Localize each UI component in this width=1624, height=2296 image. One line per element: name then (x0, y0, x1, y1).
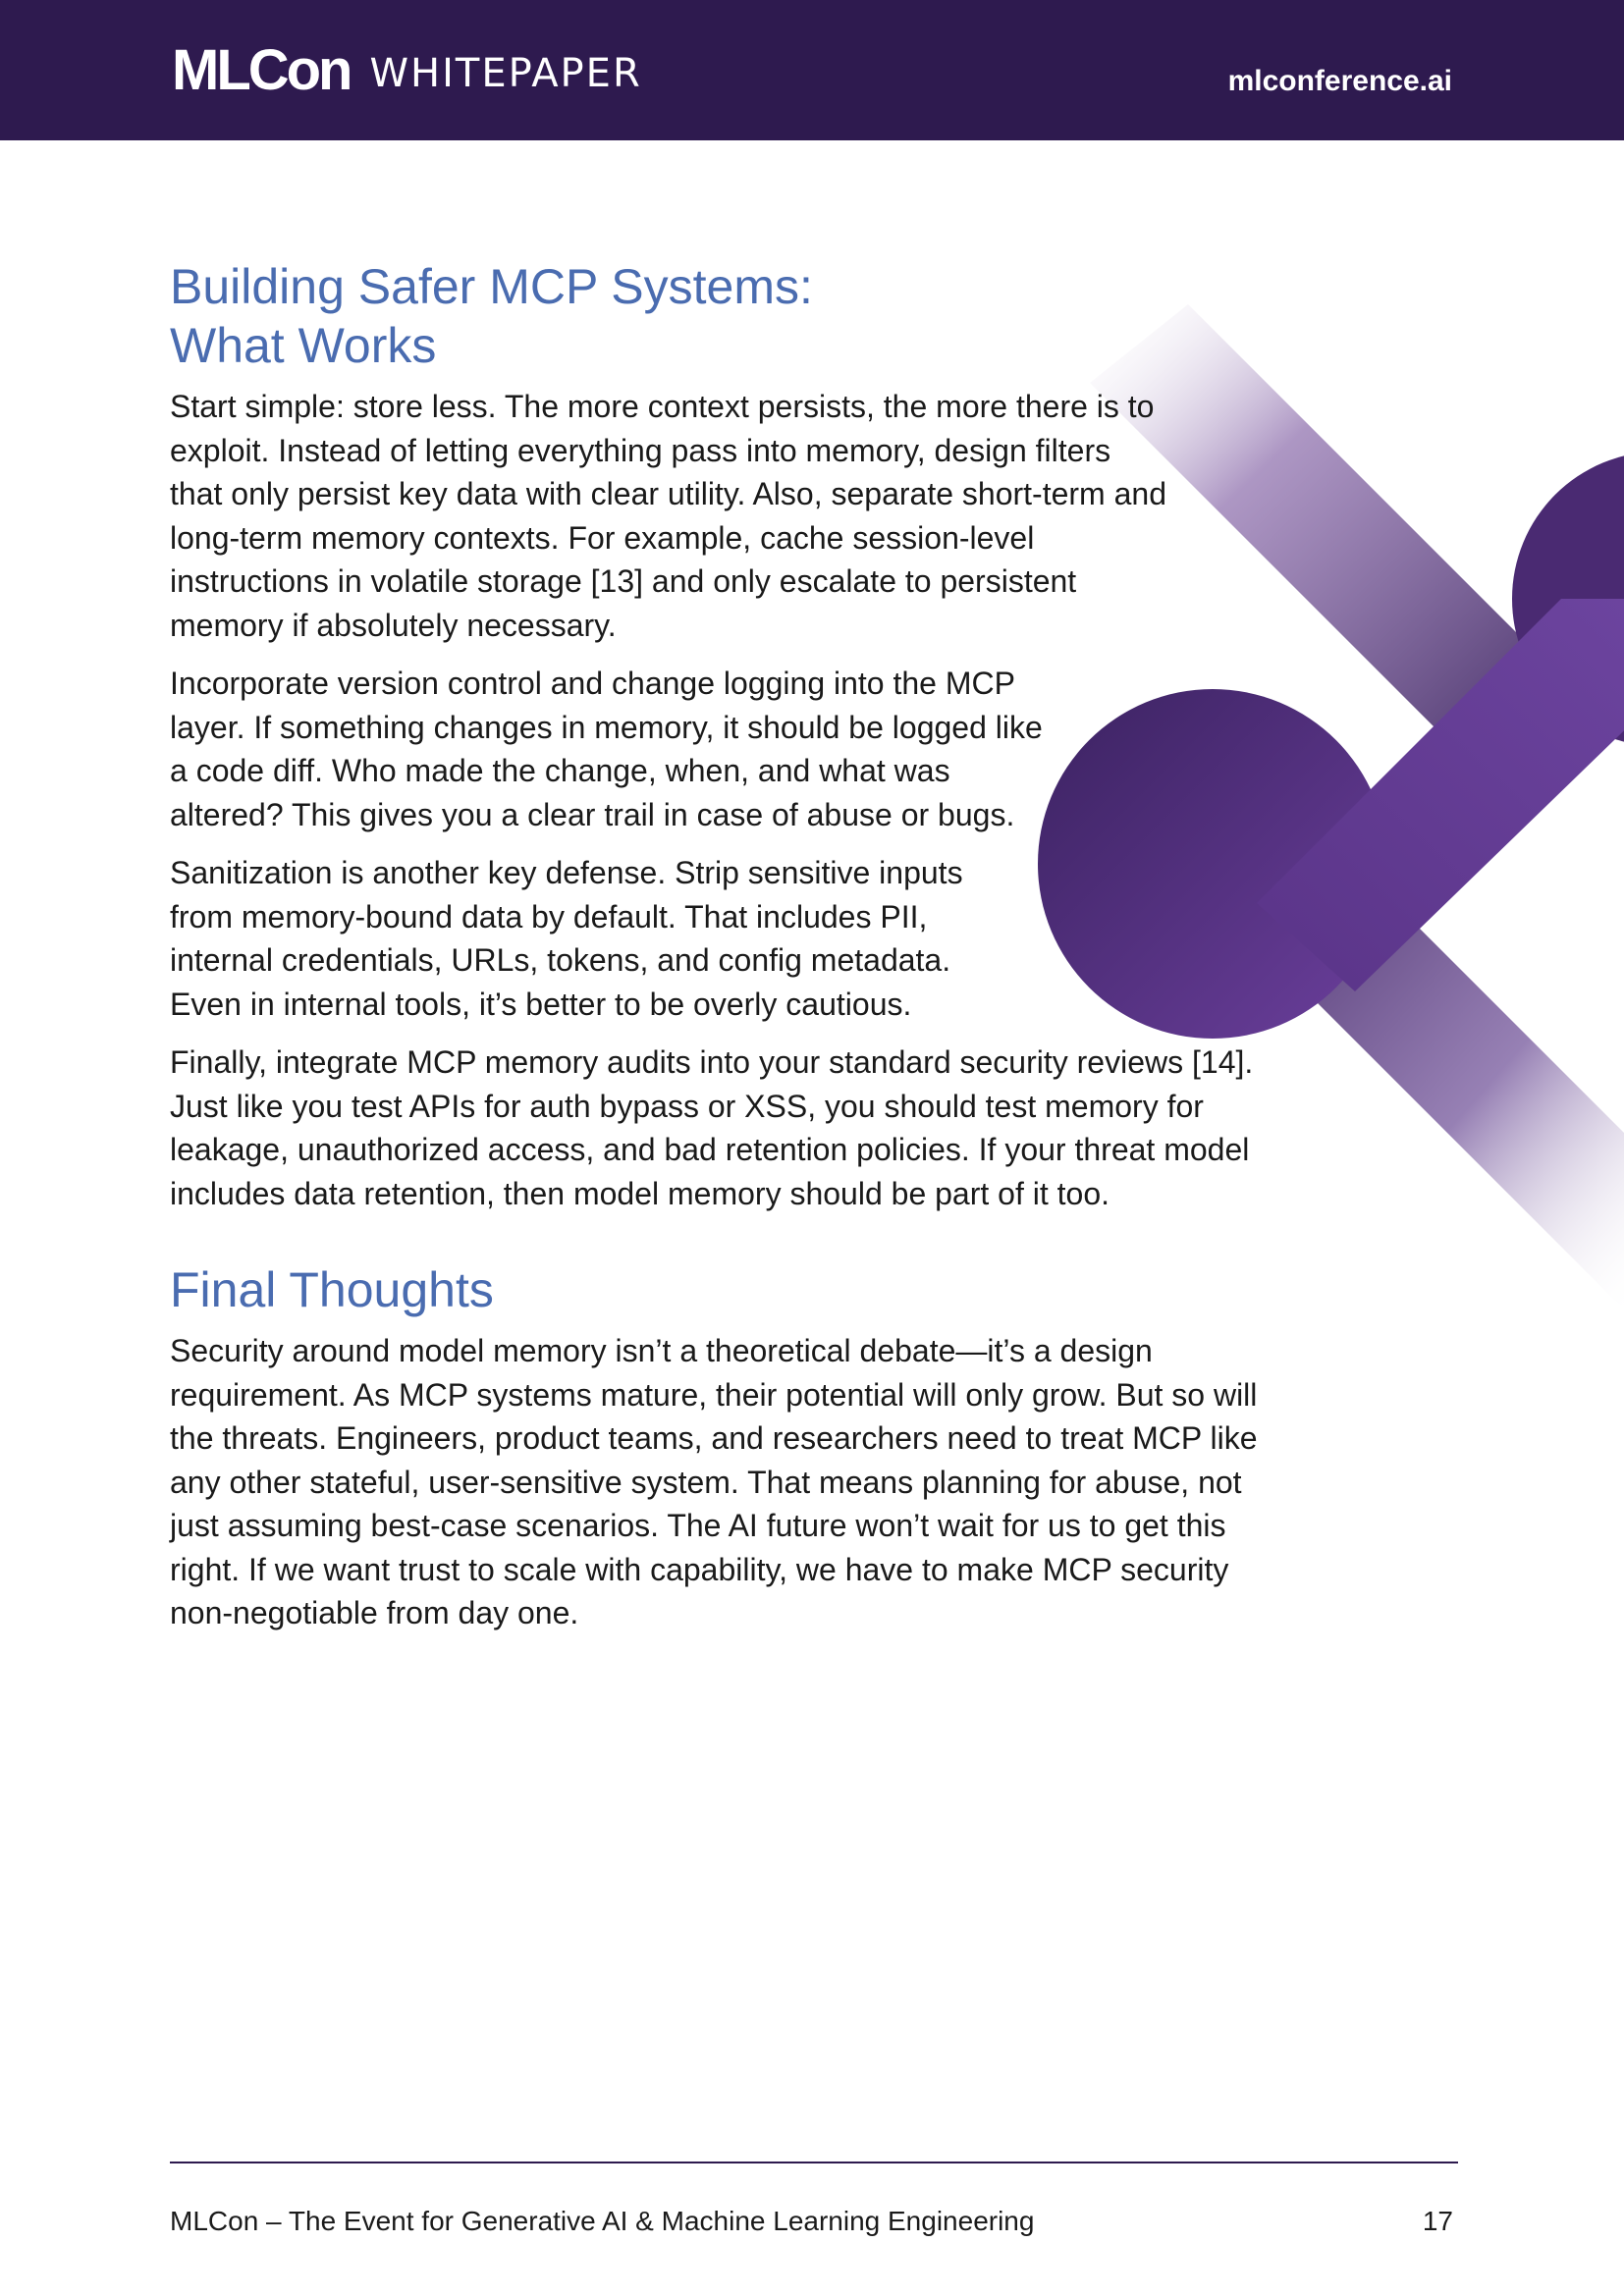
logo-mark: MLCon (172, 38, 351, 102)
paragraph: Finally, integrate MCP memory audits into your standard security reviews [14]. Just like you test APIs for auth bypass or XSS, you should test memory for leakage, unauthorized access, and bad retention policies. If your threat model includes data retention, then model memory should be part of it too. (170, 1044, 1254, 1211)
footer-divider (170, 2162, 1458, 2163)
section-title-line-1: Building Safer MCP Systems: (170, 259, 813, 314)
paragraph: Sanitization is another key defense. Strip sensitive inputs from memory-bound data by default. That includes PII, internal credentials, URLs, tokens, and config metadata. Even in internal tools, it’s better to be overly cautious. (170, 855, 963, 1022)
article-content (170, 257, 1270, 1650)
page-header (0, 0, 1624, 140)
section-title-building-safer (170, 257, 1270, 375)
section-title-line-2: What Works (170, 318, 437, 373)
section-title-final-thoughts: Final Thoughts (170, 1262, 494, 1317)
site-url-link[interactable]: mlconference.ai (1227, 65, 1452, 97)
mlcon-logo[interactable] (172, 38, 642, 102)
footer-text: MLCon – The Event for Generative AI & Machine Learning Engineering (170, 2206, 1035, 2236)
logo-subtitle: WHITEPAPER (369, 51, 642, 96)
page-number: 17 (1422, 2206, 1453, 2236)
paragraph: Security around model memory isn’t a theoretical debate—it’s a design requirement. As MCP systems mature, their potential will only grow. But so will the threats. Engineers, product teams, and researchers need to treat MCP like any other stateful, user-sensitive system. That means planning for abuse, not just assuming best-case scenarios. The AI future won’t wait for us to get this right. If we want trust to scale with capability, we have to make MCP security non-negotiable from day one. (170, 1333, 1258, 1630)
paragraph: Start simple: store less. The more context persists, the more there is to exploit. Instead of letting everything pass into memory, design filters that only persist key data with clear utility. Also, separate short-term and long-term memory contexts. For example, cache session-level instructions in volatile storage [13] and only escalate to persistent memory if absolutely necessary. (170, 389, 1166, 643)
paragraph: Incorporate version control and change logging into the MCP layer. If something changes in memory, it should be logged like a code diff. Who made the change, when, and what was altered? This gives you a clear trail in case of abuse or bugs. (170, 666, 1043, 832)
